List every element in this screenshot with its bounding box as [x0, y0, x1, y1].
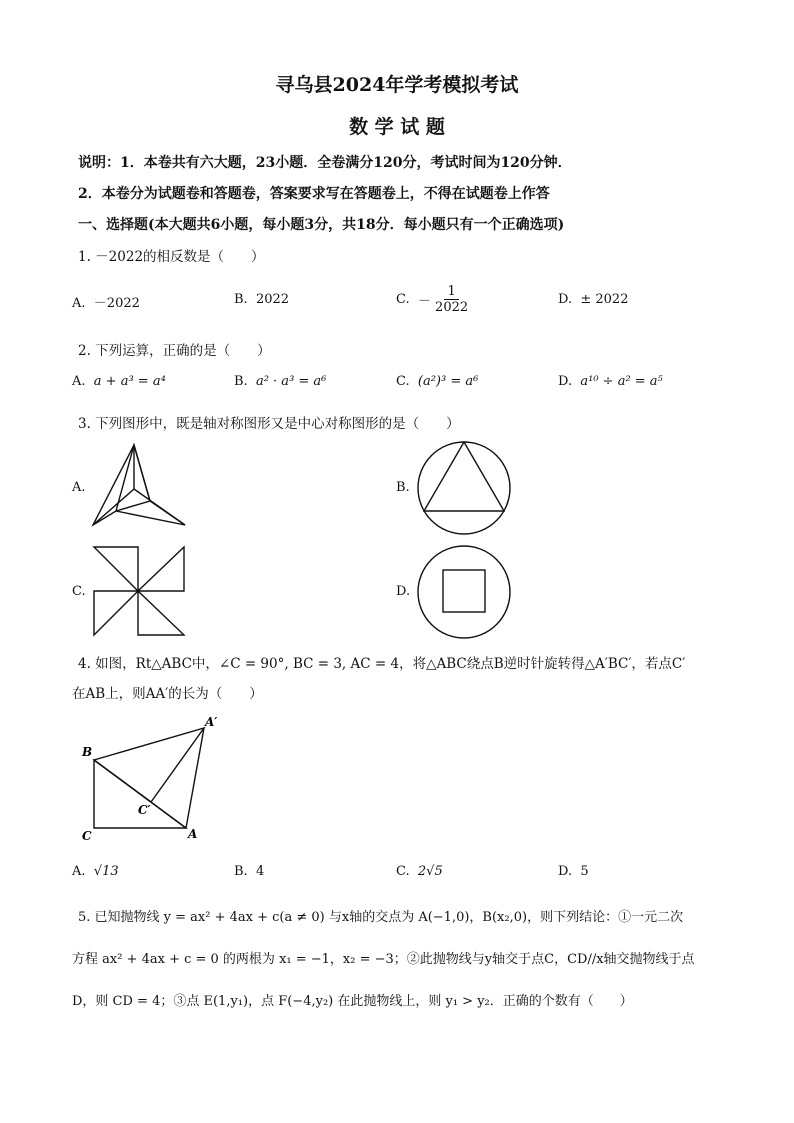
question-2-stem: 2. 下列运算，正确的是（ ）: [78, 343, 271, 359]
q3-option-b-label: B.: [396, 480, 410, 495]
option-label: D.: [558, 864, 573, 879]
label-A-prime: A′: [205, 715, 218, 729]
q3-figure-a: [90, 443, 190, 533]
instructions-line-2: 2．本卷分为试题卷和答题卷，答案要求写在答题卷上，不得在试题卷上作答: [78, 186, 550, 202]
q2-option-a: [72, 374, 166, 389]
option-text: a + a³ = a⁴: [93, 374, 166, 389]
denominator: 2022: [435, 300, 469, 315]
label-B: B: [82, 745, 93, 759]
question-5-line-2: 方程 ax² + 4ax + c = 0 的两根为 x₁ = −1，x₂ = −3；②此抛物线与y轴交于点C，CD//x轴交抛物线于点: [72, 952, 695, 967]
q1-option-d: [558, 292, 628, 307]
question-5-line-3: D，则 CD = 4；③点 E(1,y₁)，点 F(−4,y₂) 在此抛物线上，则 y₁ > y₂．正确的个数有（ ）: [72, 994, 633, 1009]
option-label: C.: [396, 374, 410, 389]
option-label: B.: [234, 864, 248, 879]
option-sign: －: [417, 294, 431, 309]
q1-option-b: [234, 292, 289, 307]
question-4-stem-line-2: 在AB上，则AA′的长为（ ）: [72, 686, 263, 702]
q4-option-c: [396, 864, 443, 879]
q3-figure-b: [416, 440, 512, 536]
q4-triangle-figure: [78, 712, 238, 842]
fraction: [435, 284, 468, 315]
option-text: 2√5: [417, 864, 443, 879]
option-label: D.: [558, 292, 573, 307]
question-3-stem: 3. 下列图形中，既是轴对称图形又是中心对称图形的是（ ）: [78, 416, 460, 432]
page-title: 寻乌县2024年学考模拟考试: [275, 74, 519, 96]
question-4-stem-line-1: 4. 如图，Rt△ABC中，∠C = 90°, BC = 3, AC = 4，将△ABC绕点B逆时针旋转得△A′BC′，若点C′: [78, 656, 686, 672]
q3-option-d-label: D.: [396, 584, 411, 599]
q3-option-a-label: A.: [72, 480, 86, 495]
q3-figure-d: [416, 544, 512, 640]
option-label: A.: [72, 864, 86, 879]
q2-option-d: [558, 374, 663, 389]
instructions-line-1: 说明：1．本卷共有六大题，23小题．全卷满分120分，考试时间为120分钟．: [78, 155, 572, 171]
option-label: B.: [234, 292, 248, 307]
option-label: D.: [558, 374, 573, 389]
option-text: a² · a³ = a⁶: [255, 374, 327, 389]
q1-option-c: [396, 284, 468, 315]
option-label: C.: [396, 864, 410, 879]
q3-option-c-label: C.: [72, 584, 86, 599]
q3-figure-c: [92, 545, 188, 637]
option-text: 5: [580, 864, 589, 879]
q1-option-a: [72, 292, 140, 311]
option-text: －2022: [93, 296, 140, 311]
q2-option-c: [396, 374, 478, 389]
option-text: 4: [255, 864, 265, 879]
option-text: 2022: [255, 292, 290, 307]
option-text: √13: [93, 864, 119, 879]
q2-option-b: [234, 374, 326, 389]
q4-option-d: [558, 864, 589, 879]
option-label: A.: [72, 374, 86, 389]
option-text: ± 2022: [580, 292, 629, 307]
option-label: A.: [72, 296, 86, 311]
q4-option-a: [72, 864, 119, 879]
question-5-line-1: 5. 已知抛物线 y = ax² + 4ax + c(a ≠ 0) 与x轴的交点为 A(−1,0)，B(x₂,0)，则下列结论：①一元二次: [78, 910, 684, 925]
page-subtitle: 数 学 试 题: [349, 116, 445, 138]
label-C-prime: C′: [138, 803, 151, 817]
option-text: a¹⁰ ÷ a² = a⁵: [580, 374, 663, 389]
label-C: C: [82, 829, 92, 843]
numerator: 1: [444, 284, 458, 300]
q4-option-b: [234, 864, 264, 879]
question-1-stem: 1. －2022的相反数是（ ）: [78, 249, 265, 265]
section-heading: 一、选择题(本大题共6小题，每小题3分，共18分．每小题只有一个正确选项): [78, 217, 565, 233]
option-label: C.: [396, 292, 410, 307]
option-label: B.: [234, 374, 248, 389]
label-A: A: [188, 827, 198, 841]
option-text: (a²)³ = a⁶: [417, 374, 479, 389]
